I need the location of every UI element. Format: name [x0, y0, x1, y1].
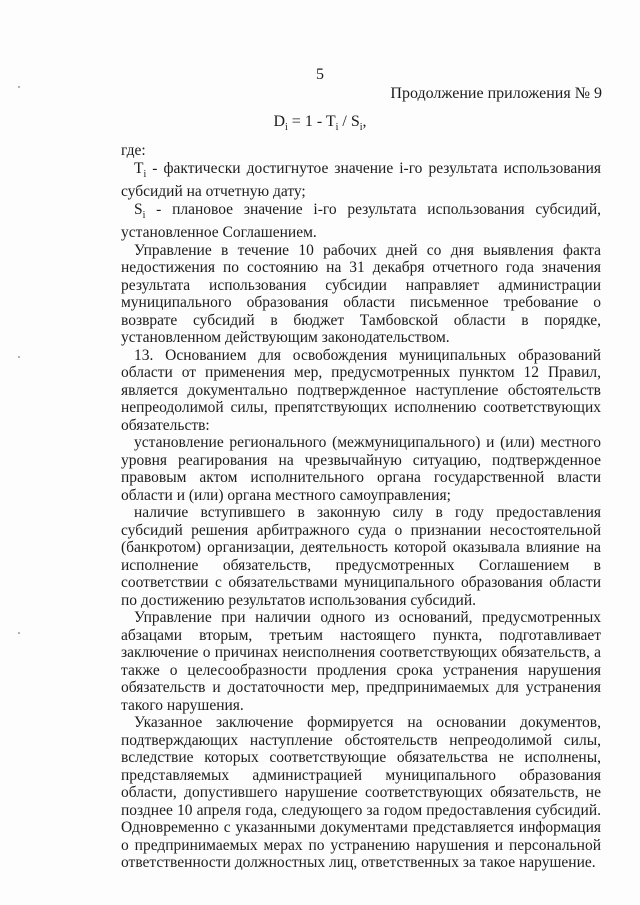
- formula-s-subscript: i: [359, 122, 363, 134]
- formula-t-subscript: i: [335, 122, 339, 134]
- page-number: 5: [316, 66, 324, 83]
- scan-margin-mark: [18, 86, 20, 88]
- paragraph-13-exemption: 13. Основанием для освобождения муниципальных образований области от применения мер, предусмотренных пунктом 12 Правил, является документально подтвержденное наступление обстоятельств непреодолимой силы, препятствующих исполнению соответствующих обязательств:: [121, 346, 601, 434]
- paragraph-emergency-response: установление регионального (межмуниципального) и (или) местного уровня реагирования на чрезвычайную ситуацию, подтвержденное правовым актом исполнительного органа государственной власти области и (или) органа местного самоуправления;: [121, 434, 601, 504]
- definition-t-symbol: T: [134, 159, 144, 177]
- definition-s-text: - плановое значение i-го результата использования субсидий, установленное Соглашением.: [121, 200, 601, 242]
- definition-t-text: - фактически достигнутое значение i-го результата использования субсидий на отчетную дату;: [121, 159, 601, 201]
- definition-s-symbol: S: [134, 200, 143, 218]
- definition-t: [121, 160, 601, 201]
- formula-tail: ,: [362, 113, 367, 130]
- continuation-note: Продолжение приложения № 9: [390, 85, 602, 102]
- formula-lhs: D: [273, 113, 286, 130]
- definition-t-subscript: i: [143, 168, 147, 180]
- definition-s: [121, 201, 601, 242]
- definition-s-subscript: i: [142, 209, 146, 221]
- scan-margin-mark: [18, 356, 20, 358]
- document-body: [121, 142, 601, 872]
- paragraph-conclusion-documents: Указанное заключение формируется на основании документов, подтверждающих наступление обстоятельств непреодолимой силы, вследствие которых соответствующие обязательства не исполнены, представляемых администрацией муниципального образования области, допустившего нарушение соответствующих обязательств, не позднее 10 апреля года, следующего за годом предоставления субсидий. Одновременно с указанными документами представляется информация о предпринимаемых мерах по устранению нарушения и персональной ответственности должностных лиц, ответственных за такое нарушение.: [121, 714, 601, 872]
- where-label: где:: [121, 142, 146, 159]
- paragraph-conclusion-preparation: Управление при наличии одного из оснований, предусмотренных абзацами вторым, третьим настоящего пункта, подготавливает заключение о причинах неисполнения соответствующих обязательств, а также о целесообразности продления срока устранения нарушения обязательств и достаточности мер, предпринимаемых для устранения такого нарушения.: [121, 609, 601, 714]
- paragraph-arbitration-decision: наличие вступившего в законную силу в году предоставления субсидий решения арбитражного суда о признании несостоятельной (банкротом) организации, деятельность которой оказывала влияние на исполнение обязательств, предусмотренных Соглашением в соответствии с обязательствами муниципального образования области по достижению результатов использования субсидий.: [121, 504, 601, 609]
- scan-margin-mark: [18, 632, 20, 634]
- formula-divide-term: / S: [338, 113, 360, 130]
- formula: [0, 112, 640, 138]
- paragraph-refund-demand: Управление в течение 10 рабочих дней со дня выявления факта недостижения по состоянию на 31 декабря отчетного года значения результата использования субсидии направляет администрации муниципального образования области письменное требование о возврате субсидий в бюджет Тамбовской области в порядке, установленном действующим законодательством.: [121, 241, 601, 347]
- formula-lhs-subscript: i: [285, 122, 288, 134]
- formula-equals-term: = 1 - T: [287, 113, 336, 130]
